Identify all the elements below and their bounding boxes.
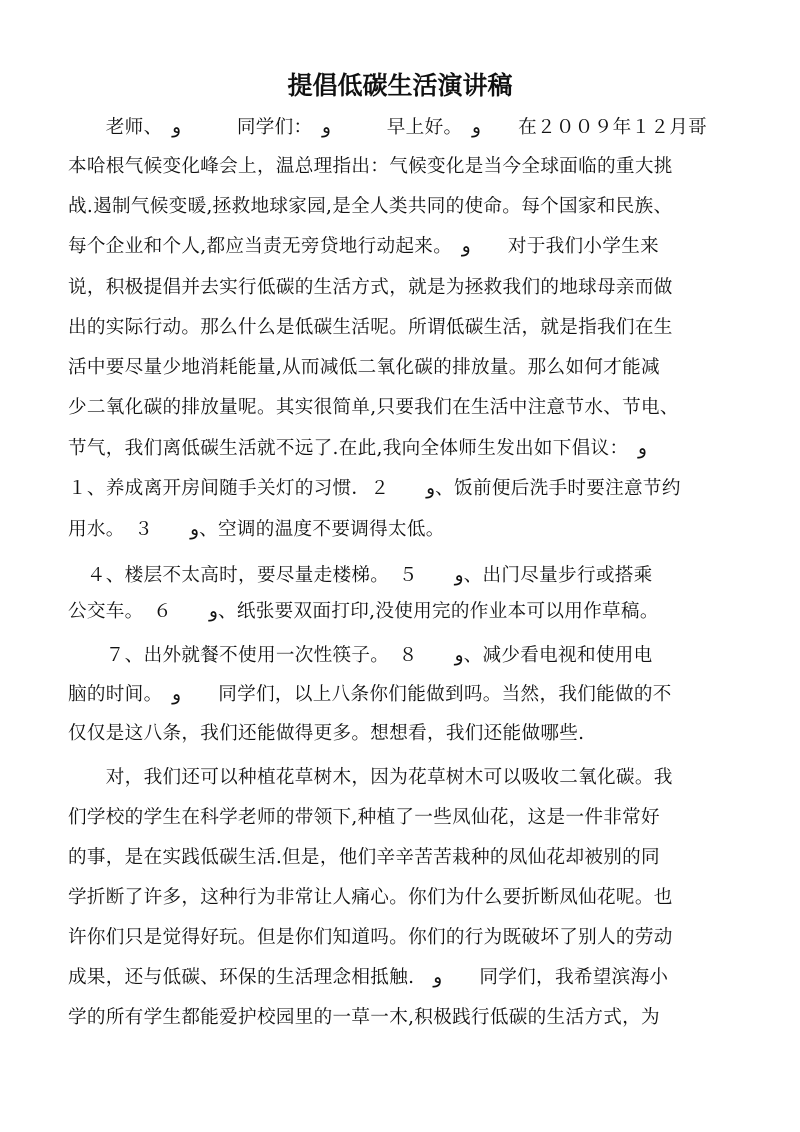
text-line: 的事，是在实践低碳生活.但是，他们辛辛苦苦栽种的凤仙花却被别的同 (68, 847, 660, 868)
text-line: ４、楼层不太高时，要尽量走楼梯。 و ５、出门尽量步行或搭乘 (68, 565, 653, 586)
text-line: 对，我们还可以种植花草树木，因为花草树木可以吸收二氧化碳。我 (68, 767, 673, 788)
text-line: １、养成离开房间随手关灯的习惯．و ２、饭前便后洗手时要注意节约 (68, 478, 681, 499)
text-line: 们学校的学生在科学老师的带领下,种植了一些凤仙花，这是一件非常好 (68, 807, 660, 828)
text-line: 活中要尽量少地消耗能量,从而减低二氧化碳的排放量。那么如何才能减 (68, 357, 660, 378)
text-line: ７、出外就餐不使用一次性筷子。 و ８、减少看电视和使用电 (68, 645, 653, 666)
text-line: 许你们只是觉得好玩。但是你们知道吗。你们的行为既破坏了别人的劳动 (68, 927, 673, 948)
text-line: 用水。 و ３、空调的温度不要调得太低。 (68, 519, 445, 540)
page-title: 提倡低碳生活演讲稿 (287, 71, 513, 100)
text-line: 说，积极提倡并去实行低碳的生活方式，就是为拯救我们的地球母亲而做 (68, 277, 673, 298)
text-line: 脑的时间。 و 同学们，以上八条你们能做到吗。当然，我们能做的不 (68, 684, 672, 705)
text-line: 战.遏制气候变暖,拯救地球家园,是全人类共同的使命。每个国家和民族、 (68, 196, 673, 217)
text-line: 出的实际行动。那么什么是低碳生活呢。所谓低碳生活，就是指我们在生 (68, 317, 673, 338)
text-line: 每个企业和个人,都应当责无旁贷地行动起来。 و 对于我们小学生来 (68, 236, 660, 257)
text-line: 少二氧化碳的排放量呢。其实很简单,只要我们在生活中注意节水、节电、 (68, 397, 679, 418)
text-line: 公交车。 و ６、纸张要双面打印,没使用完的作业本可以用作草稿。 (68, 601, 659, 622)
text-line: 节气，我们离低碳生活就不远了.在此,我向全体师生发出如下倡议： و (68, 438, 647, 459)
text-line: 学折断了许多，这种行为非常让人痛心。你们为什么要折断凤仙花呢。也 (68, 887, 673, 908)
text-line: 成果，还与低碳、环保的生活理念相抵触. و 同学们，我希望滨海小 (68, 967, 669, 988)
text-line: 仅仅是这八条，我们还能做得更多。想想看，我们还能做哪些. (68, 723, 585, 744)
text-line: 学的所有学生都能爱护校园里的一草一木,积极践行低碳的生活方式，为 (68, 1007, 660, 1028)
text-line: 老师、 و 同学们： و 早上好。 و 在２００９年１２月哥 (68, 117, 708, 138)
text-line: 本哈根气候变化峰会上，温总理指出：气候变化是当今全球面临的重大挑 (68, 156, 673, 177)
